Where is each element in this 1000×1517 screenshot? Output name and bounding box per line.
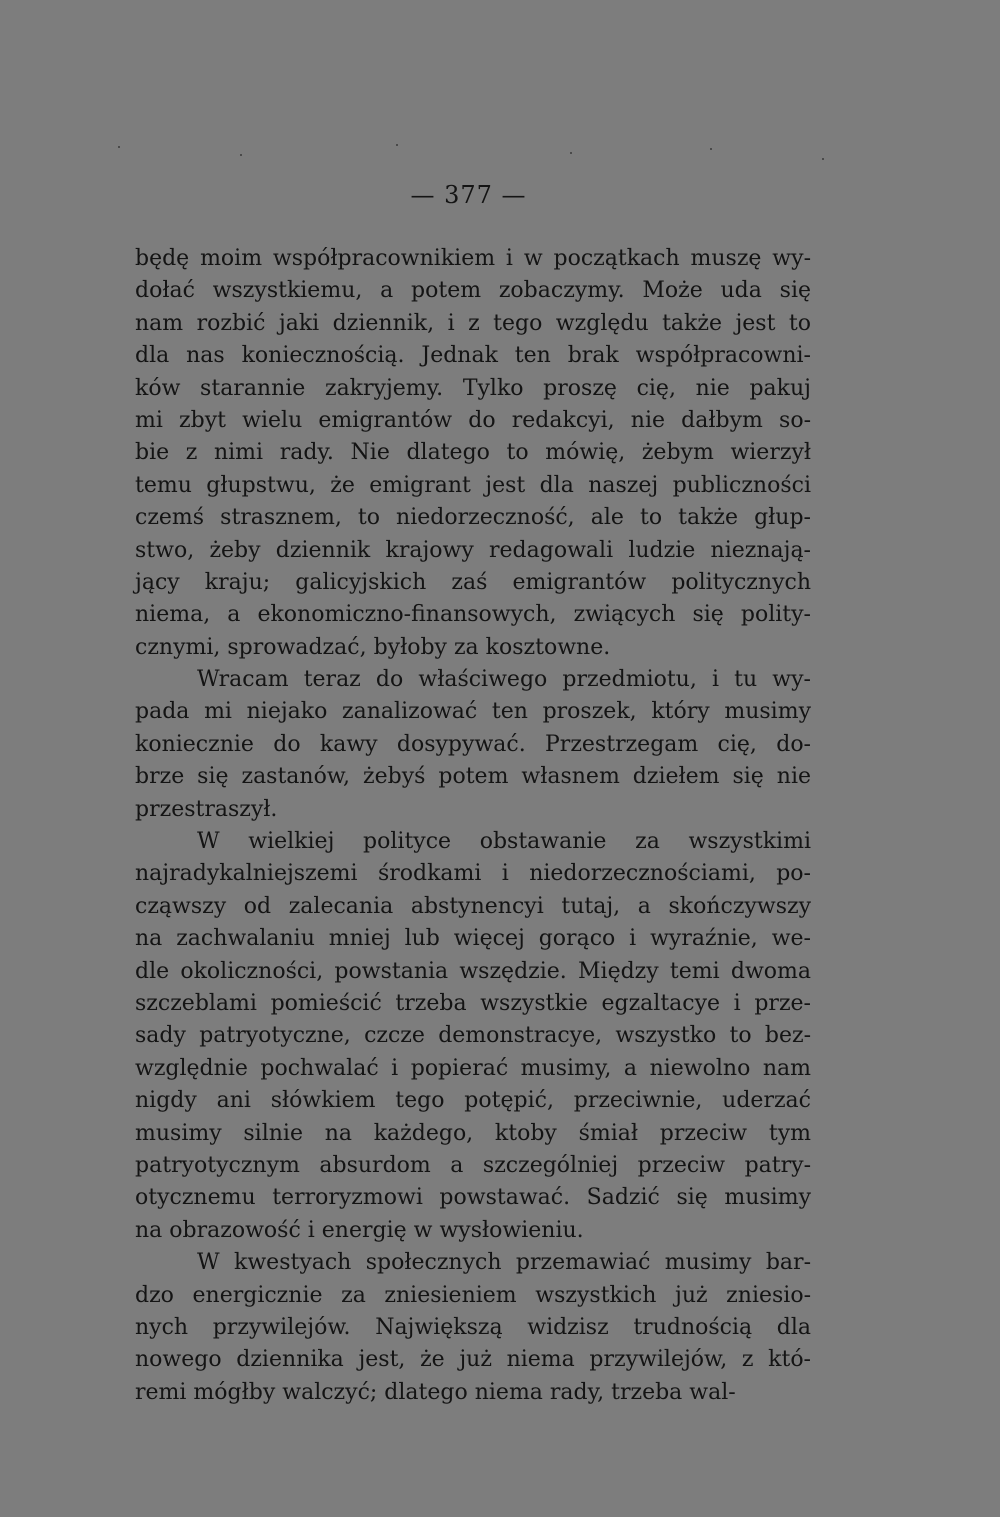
text-line: najradykalniejszemi środkami i niedorzecznościami, po- — [135, 861, 811, 887]
text-line: nowego dziennika jest, że już niema przywilejów, z któ- — [135, 1347, 811, 1373]
text-line: koniecznie do kawy dosypywać. Przestrzegam cię, do- — [135, 731, 811, 757]
text-line: mi zbyt wielu emigrantów do redakcyi, nie dałbym so- — [135, 407, 811, 433]
text-line: nam rozbić jaki dziennik, i z tego względu także jest to — [135, 310, 811, 336]
speck — [118, 146, 120, 148]
text-line: remi mógłby walczyć; dlatego niema rady, trzeba wal- — [135, 1379, 736, 1405]
speck — [240, 154, 242, 156]
text-line: ków starannie zakryjemy. Tylko proszę cię, nie pakuj — [135, 375, 811, 401]
text-line: względnie pochwalać i popierać musimy, a niewolno nam — [135, 1055, 811, 1081]
text-line: dla nas koniecznością. Jednak ten brak współpracowni- — [135, 343, 811, 369]
text-line: niema, a ekonomiczno-finansowych, zwiących się polity- — [135, 602, 811, 628]
text-line: dle okoliczności, powstania wszędzie. Między temi dwoma — [135, 958, 811, 984]
text-line: dzo energicznie za zniesieniem wszystkich już zniesio- — [135, 1282, 811, 1308]
body-text — [135, 243, 811, 1409]
text-line: brze się zastanów, żebyś potem własnem dziełem się nie — [135, 764, 811, 790]
text-line: nigdy ani słówkiem tego potępić, przeciwnie, uderzać — [135, 1088, 811, 1114]
paragraph — [135, 1247, 811, 1409]
speck — [822, 158, 824, 160]
text-line: W kwestyach społecznych przemawiać musimy bar- — [197, 1250, 811, 1276]
text-line: na obrazowość i energię w wysłowieniu. — [135, 1217, 584, 1243]
text-line: patryotycznym absurdom a szczególniej przeciw patry- — [135, 1152, 811, 1178]
text-line: szczeblami pomieścić trzeba wszystkie egzaltacye i prze- — [135, 990, 811, 1016]
text-line: będę moim współpracownikiem i w początkach muszę wy- — [135, 246, 811, 271]
speck — [396, 144, 398, 146]
text-line: jący kraju; galicyjskich zaś emigrantów politycznych — [135, 569, 811, 595]
text-line: sady patryotyczne, czcze demonstracye, wszystko to bez- — [135, 1023, 811, 1049]
text-line: na zachwalaniu mniej lub więcej gorąco i wyraźnie, we- — [135, 926, 811, 952]
text-line: musimy silnie na każdego, ktoby śmiał przeciw tym — [135, 1120, 811, 1146]
paragraph — [135, 826, 811, 1247]
text-line: przestraszył. — [135, 796, 278, 822]
text-line: bie z nimi rady. Nie dlatego to mówię, żebym wierzył — [135, 440, 811, 466]
text-line: Wracam teraz do właściwego przedmiotu, i tu wy- — [197, 667, 811, 693]
paragraph — [135, 664, 811, 826]
page-number: — 377 — — [410, 181, 527, 209]
text-line: dołać wszystkiemu, a potem zobaczymy. Może uda się — [135, 278, 811, 304]
text-line: W wielkiej polityce obstawanie za wszystkimi — [197, 829, 811, 855]
text-line: stwo, żeby dziennik krajowy redagowali ludzie nieznają- — [135, 537, 811, 563]
text-line: temu głupstwu, że emigrant jest dla naszej publiczności — [135, 472, 811, 498]
paragraph — [135, 243, 811, 664]
text-line: pada mi niejako zanalizować ten proszek, który musimy — [135, 699, 811, 725]
speck — [570, 152, 572, 154]
text-line: cznymi, sprowadzać, byłoby za kosztowne. — [135, 634, 611, 660]
text-line: otycznemu terroryzmowi powstawać. Sadzić się musimy — [135, 1185, 811, 1211]
text-line: czemś strasznem, to niedorzeczność, ale to także głup- — [135, 505, 811, 531]
text-line: cząwszy od zalecania abstynencyi tutaj, a skończywszy — [135, 893, 811, 919]
text-line: nych przywilejów. Największą widzisz trudnością dla — [135, 1314, 811, 1340]
speck — [710, 148, 712, 150]
scan-specks — [100, 140, 900, 180]
